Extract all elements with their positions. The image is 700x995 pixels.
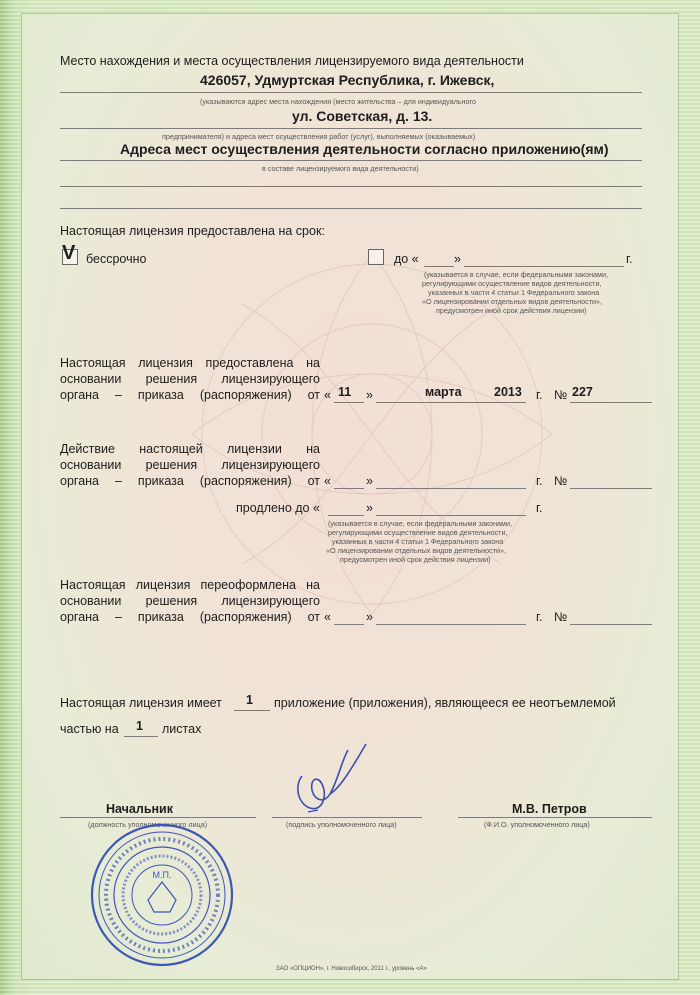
extended-close-quote: »	[366, 501, 373, 515]
term-note-4: «О лицензировании отдельных видов деятельности»,	[422, 297, 603, 306]
term-heading: Настоящая лицензия предоставлена на срок:	[60, 224, 325, 238]
basis-open-quote: «	[324, 388, 331, 402]
validity-note-2: регулирующими осуществление видов деятельности,	[328, 528, 508, 537]
basis-line-3: органа – приказа (распоряжения) от	[60, 388, 320, 402]
until-close-quote: »	[454, 252, 461, 266]
name-underline	[458, 817, 652, 818]
reissue-year-suffix: г.	[536, 610, 543, 624]
until-checkbox	[368, 249, 384, 265]
basis-number-label: №	[554, 388, 568, 402]
validity-note-3: указанных в части 4 статьи 1 Федерального закона	[332, 537, 504, 546]
address-underline-4	[60, 186, 642, 187]
position-underline	[60, 817, 256, 818]
reissue-open-quote: «	[324, 610, 331, 624]
validity-line-1: Действие настоящей лицензии на	[60, 442, 320, 456]
address-line-1: 426057, Удмуртская Республика, г. Ижевск,	[200, 72, 495, 88]
indefinite-label: бессрочно	[86, 252, 147, 266]
reissue-number-underline	[570, 624, 652, 625]
extended-year-suffix: г.	[536, 501, 543, 515]
signature-note: (подпись уполномоченного лица)	[286, 820, 397, 829]
appendix-sheets-underline	[124, 736, 158, 737]
basis-day: 11	[338, 385, 352, 399]
basis-close-quote: »	[366, 388, 373, 402]
stamp-center-text: М.П.	[152, 870, 172, 880]
until-year-suffix: г.	[626, 252, 633, 266]
appendix-text-b: приложение (приложения), являющееся ее неотъемлемой	[274, 696, 616, 710]
validity-note-1: (указывается в случае, если федеральными законами,	[328, 519, 512, 528]
extended-date-underline	[376, 515, 526, 516]
validity-line-2: основании решения лицензирующего	[60, 458, 320, 472]
address-line-3: Адреса мест осуществления деятельности согласно приложению(ям)	[120, 141, 609, 157]
until-date-underline	[464, 266, 624, 267]
term-note-2: регулирующими осуществление видов деятельности,	[422, 279, 602, 288]
appendix-sheets: 1	[136, 719, 143, 733]
basis-year: 2013	[494, 385, 522, 399]
term-note-5: предусмотрен иной срок действия лицензии)	[436, 306, 587, 315]
reissue-close-quote: »	[366, 610, 373, 624]
validity-open-quote: «	[324, 474, 331, 488]
basis-date-underline	[376, 402, 526, 403]
document-sheet	[22, 14, 678, 979]
reissue-day-underline	[334, 624, 364, 625]
reissue-number-label: №	[554, 610, 568, 624]
address-note-2: предпринимателя) и адреса мест осуществления работ (услуг), выполняемых (оказываемых)	[162, 132, 476, 141]
basis-month: марта	[425, 385, 462, 399]
indefinite-check-mark: V	[62, 242, 76, 264]
term-note-3: указанных в части 4 статьи 1 Федерального закона	[428, 288, 600, 297]
address-note-1: (указываются адрес места нахождения (место жительства – для индивидуального	[200, 97, 476, 106]
validity-note-5: предусмотрен иной срок действия лицензии)	[340, 555, 491, 564]
basis-day-underline	[334, 402, 364, 403]
official-stamp	[82, 820, 242, 970]
appendix-text-a: Настоящая лицензия имеет	[60, 696, 222, 710]
basis-number-underline	[570, 402, 652, 403]
appendix-text-d: листах	[162, 722, 202, 736]
printer-footer: ЗАО «ОПЦИОН», г. Новосибирск, 2011 г., уровень «А»	[276, 966, 427, 972]
address-note-3: в составе лицензируемого вида деятельности)	[262, 164, 419, 173]
position-title: Начальник	[106, 802, 173, 816]
extended-day-underline	[328, 515, 364, 516]
basis-number: 227	[572, 385, 593, 399]
address-line-2: ул. Советская, д. 13.	[292, 108, 433, 124]
validity-date-underline	[376, 488, 526, 489]
validity-note-4: «О лицензировании отдельных видов деятельности»,	[326, 546, 507, 555]
appendix-text-c: частью на	[60, 722, 119, 736]
basis-year-suffix: г.	[536, 388, 543, 402]
validity-number-label: №	[554, 474, 568, 488]
term-note-1: (указывается в случае, если федеральными законами,	[424, 270, 608, 279]
signature-scribble	[288, 738, 378, 818]
validity-day-underline	[334, 488, 364, 489]
until-label: до «	[394, 252, 419, 266]
extended-label: продлено до «	[236, 501, 320, 515]
name-note: (Ф.И.О. уполномоченного лица)	[484, 820, 590, 829]
position-note: (должность уполномоченного лица)	[88, 820, 208, 829]
basis-line-2: основании решения лицензирующего	[60, 372, 320, 386]
signature-underline	[272, 817, 422, 818]
validity-year-suffix: г.	[536, 474, 543, 488]
reissue-line-3: органа – приказа (распоряжения) от	[60, 610, 320, 624]
validity-line-3: органа – приказа (распоряжения) от	[60, 474, 320, 488]
address-underline-5	[60, 208, 642, 209]
reissue-line-1: Настоящая лицензия переоформлена на	[60, 578, 320, 592]
reissue-date-underline	[376, 624, 526, 625]
signatory-name: М.В. Петров	[512, 802, 587, 816]
reissue-line-2: основании решения лицензирующего	[60, 594, 320, 608]
appendix-count-underline	[234, 710, 270, 711]
until-day-underline	[424, 266, 454, 267]
address-underline-3	[60, 160, 642, 161]
address-underline-1	[60, 92, 642, 93]
validity-number-underline	[570, 488, 652, 489]
address-underline-2	[60, 128, 642, 129]
appendix-count: 1	[246, 693, 253, 707]
place-heading: Место нахождения и места осуществления лицензируемого вида деятельности	[60, 54, 524, 68]
validity-close-quote: »	[366, 474, 373, 488]
basis-line-1: Настоящая лицензия предоставлена на	[60, 356, 320, 370]
